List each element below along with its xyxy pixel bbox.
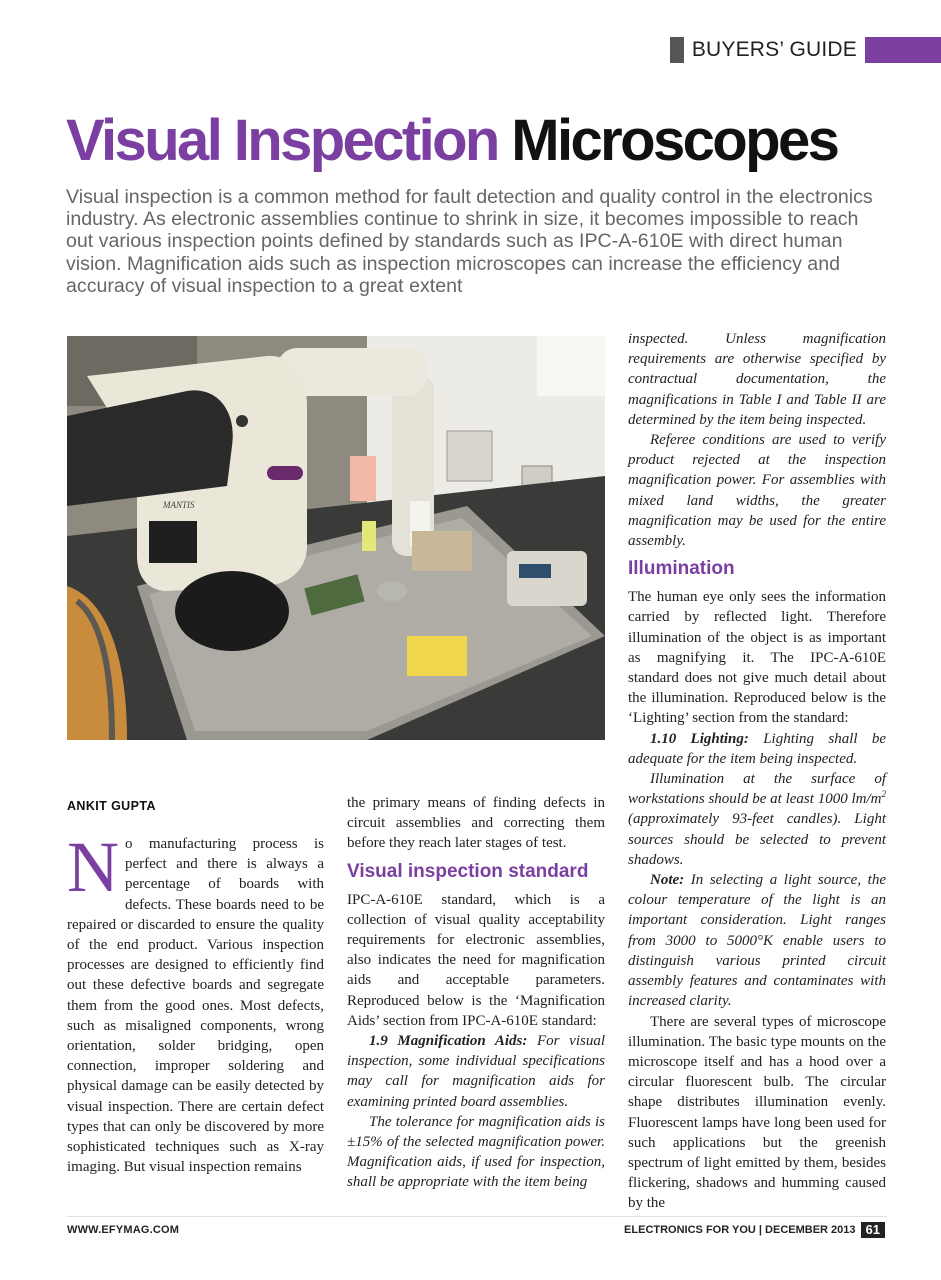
footer-issue-text: ELECTRONICS FOR YOU | DECEMBER 2013 <box>624 1224 856 1236</box>
note-text: In selecting a light source, the colour temperature of the light is an important consideration. Light ranges from 3000 to 5000°K enable users to distinguish various printed circuit assembly features and contaminates with increased clarity. <box>628 872 886 1010</box>
quote-text-illumination-b: (approximately 93-feet candles). Light sources should be selected to prevent shadows. <box>628 811 886 868</box>
column-2 <box>347 793 605 1193</box>
footer-rule <box>67 1216 887 1217</box>
note-label: Note: <box>650 872 685 889</box>
quote-text-tolerance: The tolerance for magnification aids is ±15% of the selected magnification power. Magnification aids, if used for inspection, shall be appropriate with the item being <box>347 1113 605 1191</box>
col3-quote-4 <box>628 769 886 870</box>
page-number: 61 <box>861 1222 885 1238</box>
author-byline: ANKIT GUPTA <box>67 799 156 813</box>
heading-visual-inspection-standard: Visual inspection standard <box>347 860 589 882</box>
col2-quote-2 <box>347 1112 605 1193</box>
title-part-1: Visual Inspection <box>66 108 498 173</box>
article-title <box>66 108 837 174</box>
title-part-2: Microscopes <box>511 108 838 173</box>
section-tag <box>670 37 941 63</box>
column-1 <box>67 827 324 1177</box>
quote-label-magnification: 1.9 Magnification Aids: <box>369 1033 528 1050</box>
quote-text-lighting: Lighting shall be adequate for the item being inspected. <box>628 730 886 767</box>
column-3 <box>628 329 886 1214</box>
section-label: BUYERS’ GUIDE <box>691 38 857 61</box>
quote-text-referee: Referee conditions are used to verify product rejected at the inspection magnification power. For assemblies with mixed land widths, the greater magnification may be used for the entire assembly. <box>628 432 886 550</box>
quote-label-lighting: 1.10 Lighting: <box>650 730 749 747</box>
col3-quote-2 <box>628 430 886 551</box>
quote-text-magnification: For visual inspection, some individual specifications may call for magnification aids for examining printed board assemblies. <box>347 1033 605 1110</box>
col2-paragraph-2: IPC-A-610E standard, which is a collection of visual quality acceptability requirements for electronic assemblies, also indicates the need for magnification aids and acceptable parameters. Reproduced below is the ‘Magnification Aids’ section from IPC-A-610E standard: <box>347 891 605 1029</box>
drop-cap: N <box>67 827 119 907</box>
col2-paragraph-1: the primary means of finding defects in circuit assemblies and correcting them before they reach later stages of test. <box>347 795 605 852</box>
photo-brand-label: MANTIS <box>163 500 195 510</box>
col3-quote-1 <box>628 329 886 430</box>
heading-illumination: Illumination <box>628 558 735 580</box>
standfirst: Visual inspection is a common method for fault detection and quality control in the electronics industry. As electronic assemblies continue to shrink in size, it becomes impossible to reach out various inspection points defined by standards such as IPC-A-610E with direct human vision. Magnification aids such as inspection microscopes can increase the efficiency and accuracy of visual inspection to a great extent <box>66 186 873 297</box>
section-tag-accent <box>865 37 941 63</box>
col3-paragraph-2: There are several types of microscope illumination. The basic type mounts on the microscope itself and has a hood over a circular fluorescent bulb. The circular shape distributes illumination evenly. Fluorescent lamps have long been used for such applications but the greenish spectrum of light emitted by them, besides flickering, shadows and humming caused by the <box>628 1013 886 1212</box>
col3-quote-3 <box>628 729 886 769</box>
col2-quote-1 <box>347 1031 605 1112</box>
quote-text-inspected: inspected. Unless magnification requirements are otherwise specified by contractual documentation, the magnifications in Table I and Table II are determined by the item being inspected. <box>628 331 886 428</box>
col1-paragraph: o manufacturing process is perfect and there is always a percentage of boards with defects. These boards need to be repaired or discarded to ensure the quality of the end product. Various inspection processes are designed to efficiently find out these defective boards and segregate them from the good ones. Most defects, such as misaligned components, wrong orientation, solder bridging, open connection, improper soldering and physical damage can be easily detected by visual inspection. There are certain defect types that can only be discovered by more sophisticated techniques such as X-ray imaging. But visual inspection remains <box>67 836 324 1176</box>
col3-paragraph-1: The human eye only sees the information carried by reflected light. Therefore illumination of the object is as important as magnifying it. The IPC-A-610E standard does not give much detail about the illumination. Reproduced below is the ‘Lighting’ section from the standard: <box>628 589 886 727</box>
footer-website: WWW.EFYMAG.COM <box>67 1224 180 1236</box>
section-tag-bar <box>670 37 684 63</box>
footer-issue <box>624 1222 885 1238</box>
col3-note <box>628 870 886 1011</box>
microscope-photo <box>67 336 605 740</box>
quote-superscript: 2 <box>881 789 886 800</box>
quote-text-illumination-a: Illumination at the surface of workstations should be at least 1000 lm/m <box>628 771 886 808</box>
